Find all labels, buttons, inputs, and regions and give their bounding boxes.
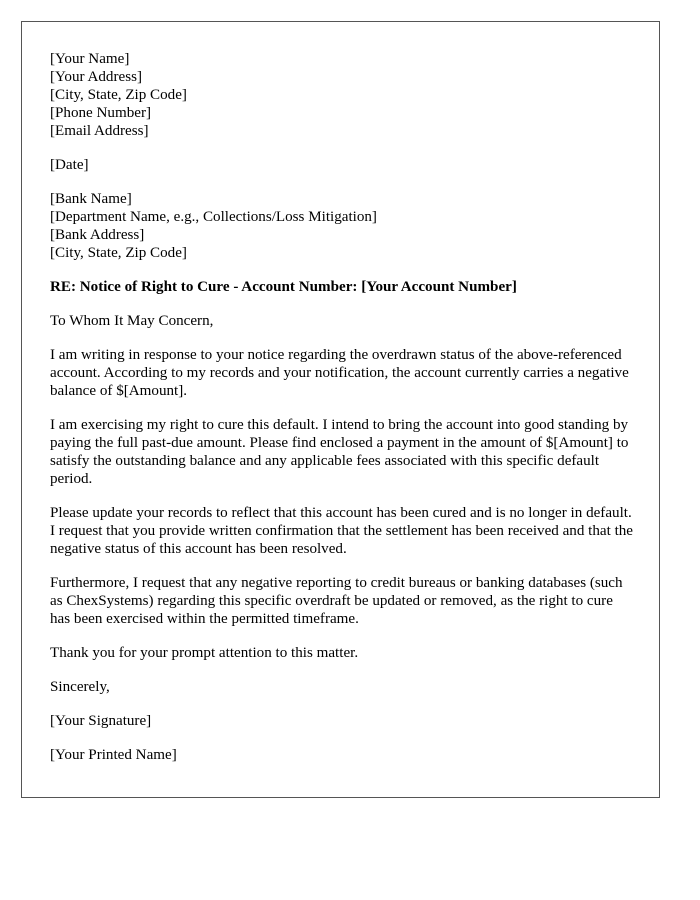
body-paragraph-5: Thank you for your prompt attention to this matter. [50, 645, 359, 661]
recipient-block [50, 190, 635, 262]
subject-line: RE: Notice of Right to Cure - Account Number: [Your Account Number] [50, 279, 517, 295]
salutation: To Whom It May Concern, [50, 313, 214, 329]
sender-name: [Your Name] [50, 51, 130, 67]
signature-placeholder: [Your Signature] [50, 713, 152, 729]
closing: Sincerely, [50, 679, 110, 695]
date-block [50, 156, 635, 174]
sender-city-state-zip: [City, State, Zip Code] [50, 87, 187, 103]
recipient-city-state-zip: [City, State, Zip Code] [50, 245, 187, 261]
recipient-department: [Department Name, e.g., Collections/Loss Mitigation] [50, 209, 377, 225]
letter-date: [Date] [50, 157, 89, 173]
letter-body [50, 50, 635, 780]
body-paragraph-1: I am writing in response to your notice regarding the overdrawn status of the above-referenced account. According to my records and your notification, the account currently carries a negative balance of $[Amount]. [50, 347, 629, 399]
recipient-bank-address: [Bank Address] [50, 227, 145, 243]
body-paragraph-4: Furthermore, I request that any negative reporting to credit bureaus or banking databases (such as ChexSystems) regarding this specific overdraft be updated or removed, as the right to cure has been exercised within the permitted timeframe. [50, 575, 623, 627]
body-paragraph-2: I am exercising my right to cure this default. I intend to bring the account into good standing by paying the full past-due amount. Please find enclosed a payment in the amount of $[Amount] to satisfy the outstanding balance and any applicable fees associated with this specific default period. [50, 417, 629, 487]
recipient-bank-name: [Bank Name] [50, 191, 132, 207]
printed-name: [Your Printed Name] [50, 747, 177, 763]
sender-block [50, 50, 635, 140]
sender-address: [Your Address] [50, 69, 142, 85]
body-paragraph-3: Please update your records to reflect that this account has been cured and is no longer in default. I request that you provide written confirmation that the settlement has been received and that the negative status of this account has been resolved. [50, 505, 634, 557]
sender-email: [Email Address] [50, 123, 149, 139]
sender-phone: [Phone Number] [50, 105, 152, 121]
letter-frame [21, 21, 660, 798]
